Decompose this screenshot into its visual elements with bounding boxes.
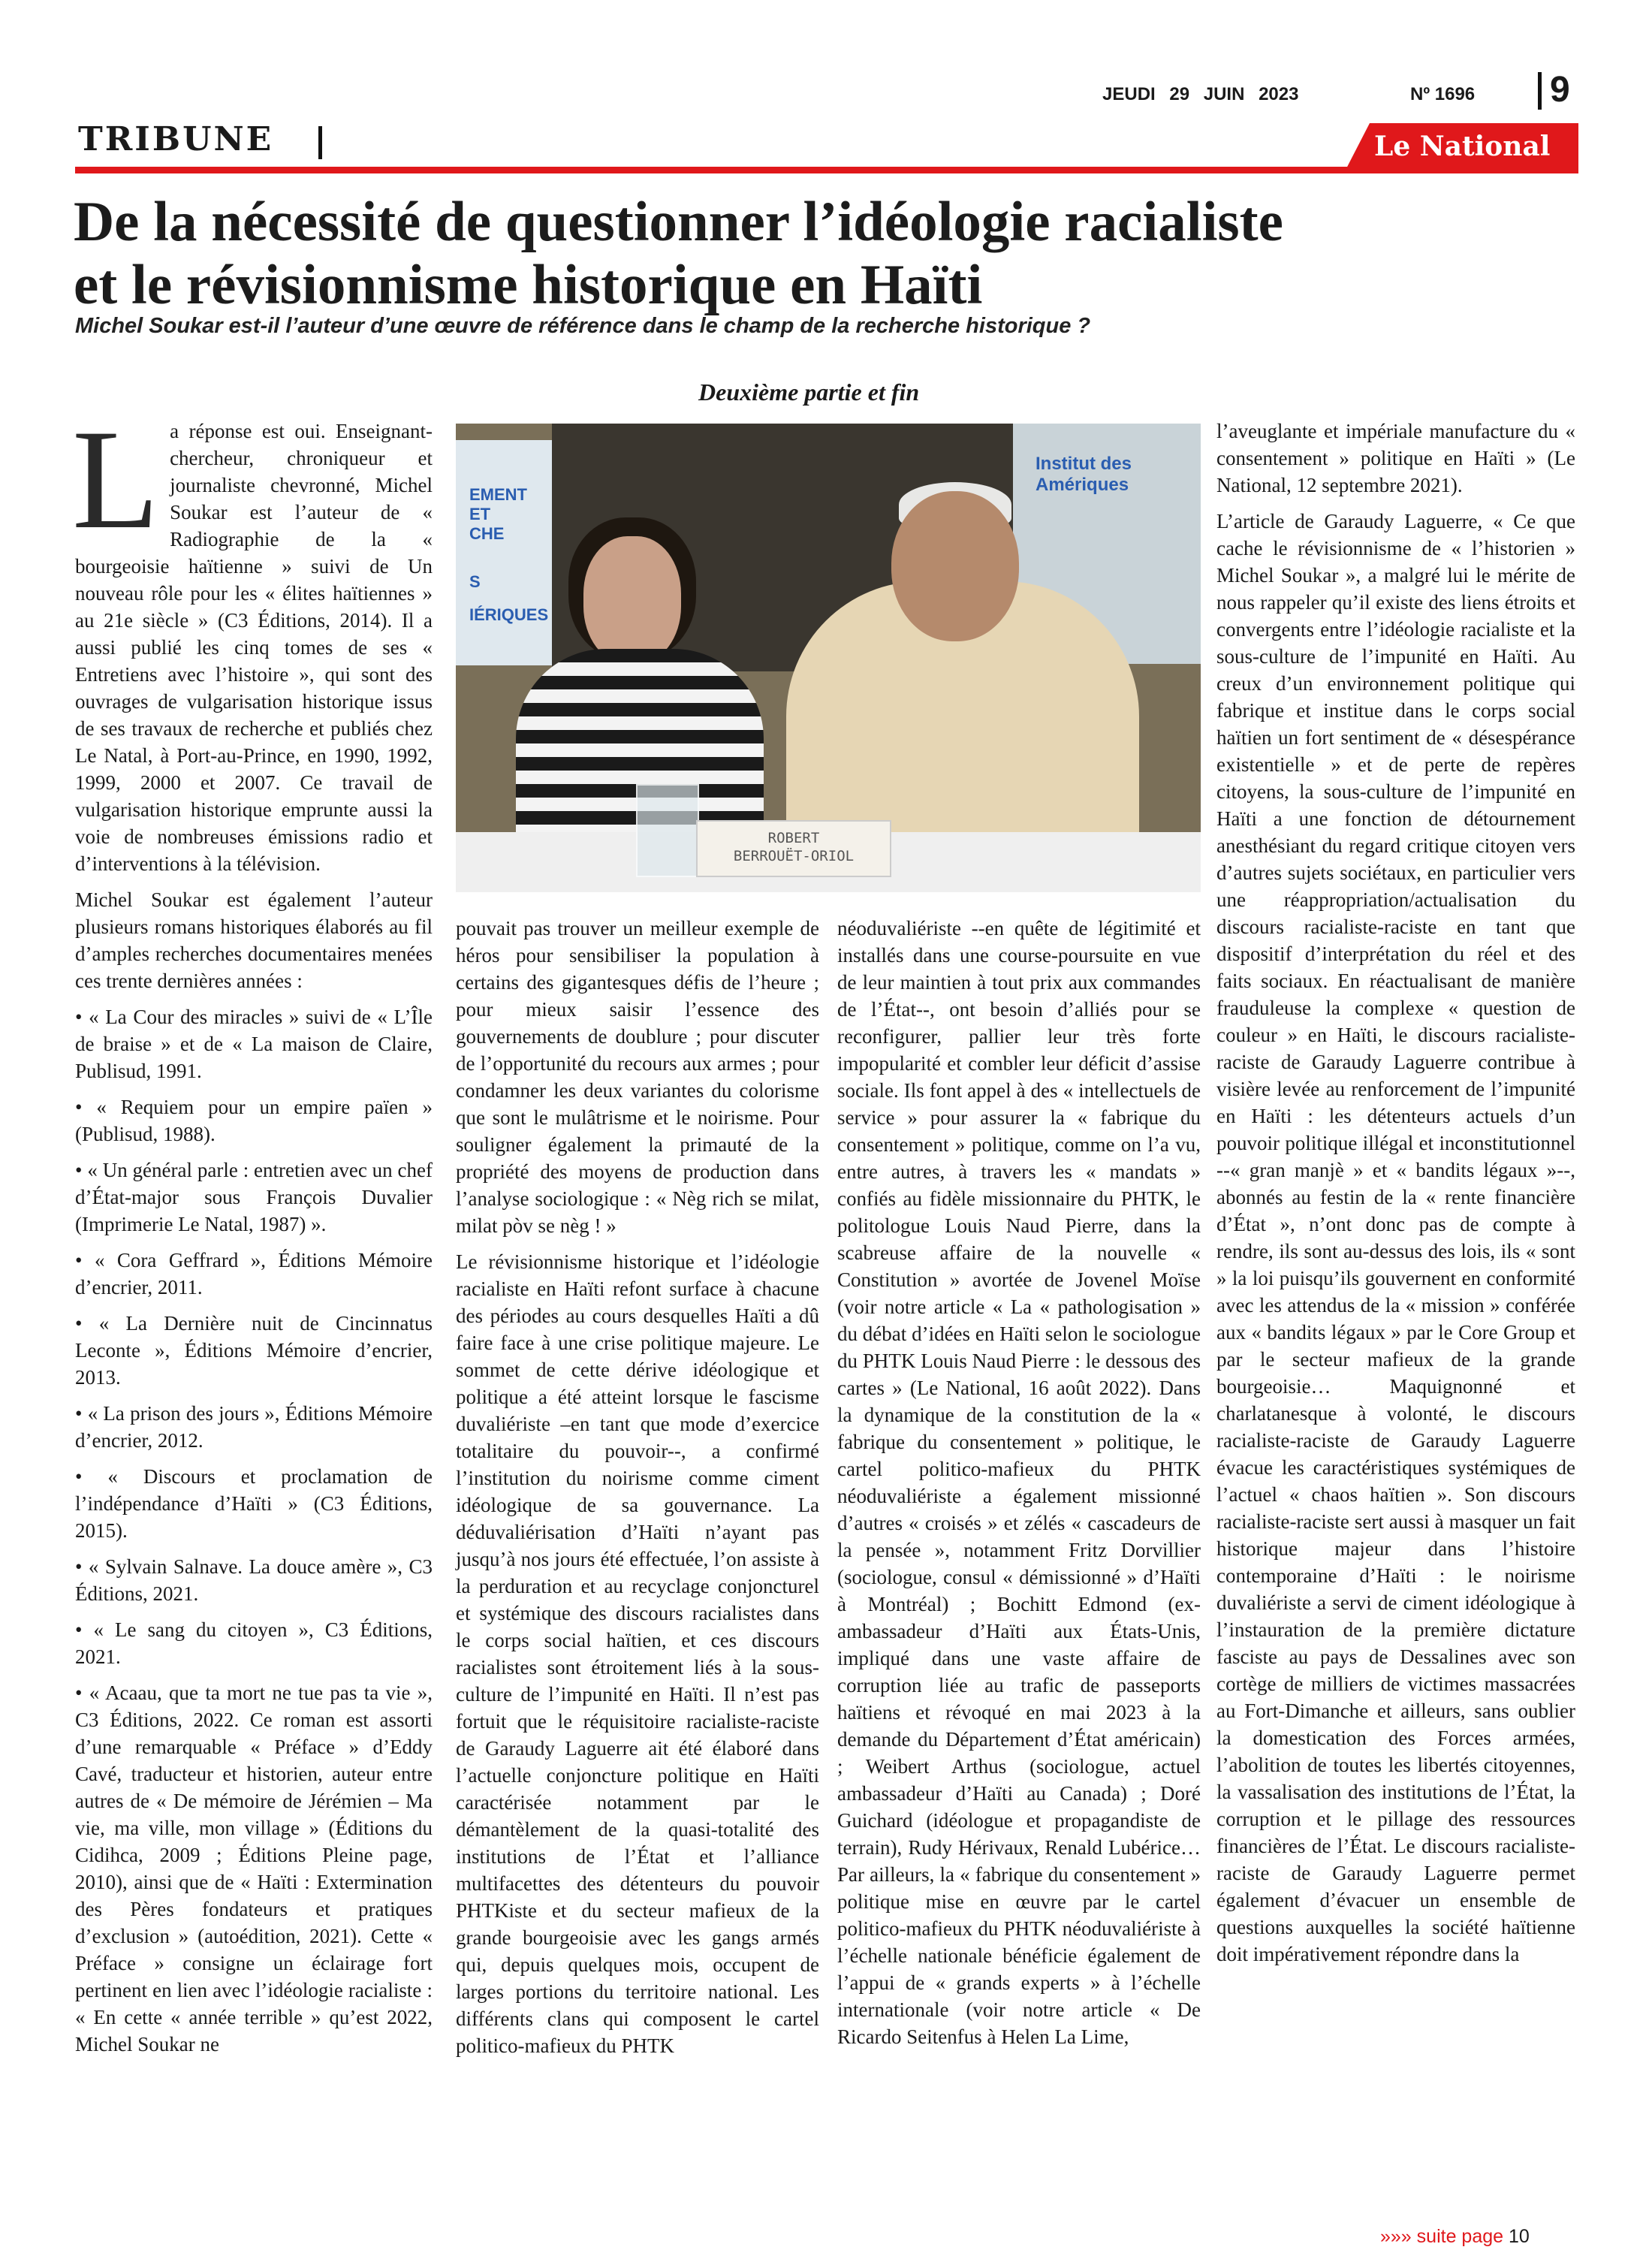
headline-line-2: et le révisionnisme historique en Haïti [74,254,983,316]
list-item: • « Sylvain Salnave. La douce amère », C3 Éditions, 2021. [75,1553,433,1607]
list-item: • « Cora Geffrard », Éditions Mémoire d’encrier, 2011. [75,1247,433,1301]
photo-woman-face [583,536,681,664]
article-column-3 [837,915,1201,2059]
article-part-label: Deuxième partie et fin [698,379,920,406]
article-subheadline: Michel Soukar est-il l’auteur d’une œuvre de référence dans le champ de la recherche historique ? [75,314,1091,338]
section-divider [318,126,322,159]
nameplate-first-name: ROBERT [767,830,820,846]
issue-number: Nº 1696 [1410,84,1476,104]
continued-on-page[interactable] [1380,2226,1530,2248]
paragraph: La réponse est oui. Enseignant-chercheur, chroniqueur et journaliste chevronné, Michel Soukar est l’auteur de « Radiographie de la « bourgeoisie haïtienne » suivi de Un nouveau rôle pour les « élites haïtiennes » au 21e siècle » (C3 Éditions, 2014). Il a aussi publié les cinq tomes de ses « Entretiens avec l’histoire », qui sont des ouvrages de vulgarisation historique issus de ses travaux de recherche et publiés chez Le Natal, à Port-au-Prince, en 1990, 1992, 1999, 2000 et 2007. Ce travail de vulgarisation historique emprunte aussi la voie de nombreuses émissions radio et d’interventions à la télévision. [72,401,433,875]
list-item: • « La Cour des miracles » suivi de « L’Île de braise » et de « La maison de Claire, Publisud, 1991. [75,1003,433,1084]
paragraph: L’article de Garaudy Laguerre, « Ce que cache le révisionnisme de « l’historien » Michel Soukar », a malgré lui le mérite de nous rappeler qu’il existe des liens étroits et convergents entre l’idéologie racialiste et la sous-culture de l’impunité en Haïti. Au creux d’un environnement politique qui fabrique et institue dans le corps social haïtien un fort sentiment de « désespérance existentielle » et de perte de repères citoyens, la sous-culture de l’impunité en Haïti a une fonction de détournement anesthésiant du regard critique citoyen vers d’autres sujets sociétaux, en particulier vers une réappropriation/actualisation du discours racialiste-raciste en tant que dispositif d’interprétation du réel et des faits sociaux. En réactualisant de manière frauduleuse la complexe « question de couleur » en Haïti, le discours racialiste-raciste de Garaudy Laguerre contribue à visière levée au renforcement de l’impunité en Haïti : les détenteurs actuels d’un pouvoir politique illégal et inconstitutionnel --« gran manjè » et « bandits légaux »--, abonnés au festin de la « rente financière d’État », n’ont donc pas de compte à rendre, ils sont au-dessus des lois, ils « sont » la loi puisqu’ils gouvernent en conformité avec les attendus de la « mission » conférée aux « bandits légaux » par le Core Group et par le secteur mafieux de la grande bourgeoisie… Maquignonné et charlatanesque à volonté, le discours racialiste-raciste de Garaudy Laguerre évacue les caractéristiques systémiques de l’actuel « chaos haïtien ». Son discours racialiste-raciste sert aussi à masquer un fait historique majeur dans l’histoire contemporaine d’Haïti : le noirisme duvaliériste a servi de ciment idéologique à l’instauration de la première dictature fasciste au pays de Dessalines avec son cortège de milliers de victimes massacrées au Fort-Dimanche et ailleurs, sans oublier la domestication des Forces armées, l’abolition de toutes les libertés citoyennes, la vassalisation des institutions de l’État, la corruption et le pillage des ressources financières de l’État. Le discours racialiste-raciste de Garaudy Laguerre permet également d’évacuer un ensemble de questions auxquelles la société haïtienne doit impérativement répondre dans la [1216,510,1575,1965]
photo-man-head [891,491,1019,641]
continued-label: suite page [1416,2226,1504,2247]
list-item: • « Acaau, que ta mort ne tue pas ta vie », C3 Éditions, 2022. Ce roman est assorti d’une remarquable « Préface » d’Eddy Cavé, traducteur et historien, auteur entre autres de « De mémoire de Jérémien – Ma vie, ma ville, mon village » (Éditions du Cidihca, 2009 ; Éditions Pleine page, 2010), ainsi que de « Haïti : Extermination des Pères fondateurs et pratiques d’exclusion » (autoédition, 2021). Cette « Préface » consigne un éclairage fort pertinent en lien avec l’idéologie racialiste : « En cette « année terrible » qu’est 2022, Michel Soukar ne [75,1679,433,2058]
issue-date: JEUDI 29 JUIN 2023 [1102,84,1299,104]
list-item: • « La Dernière nuit de Cincinnatus Leconte », Éditions Mémoire d’encrier, 2013. [75,1310,433,1391]
paragraph: Michel Soukar est également l’auteur plusieurs romans historiques élaborés au fil d’amples recherches documentaires menées ces trente dernières années : [75,888,433,992]
article-column-2 [456,915,819,2068]
article-photo [456,424,1201,892]
paragraph: l’aveuglante et impériale manufacture du « consentement » politique en Haïti » (Le National, 12 septembre 2021). [1216,420,1575,496]
list-item: • « Le sang du citoyen », C3 Éditions, 2021. [75,1616,433,1670]
photo-banner-left: EMENT ET CHE S IÉRIQUES [456,440,552,665]
headline-line-1: De la nécessité de questionner l’idéologie racialiste [74,191,1283,253]
continued-arrows: »»» [1380,2226,1412,2247]
page-number: 9 [1550,70,1570,110]
page-number-divider [1538,72,1542,110]
paragraph: Le révisionnisme historique et l’idéologie racialiste en Haïti refont surface à chacune des périodes au cours desquelles Haïti a dû faire face à une crise politique majeure. Le sommet de cette dérive idéologique et politique a été atteint lorsque le fascisme duvaliériste –en tant que mode d’exercice totalitaire du pouvoir--, a confirmé l’institution du noirisme comme ciment idéologique de sa gouvernance. La déduvaliérisation d’Haïti n’ayant pas jusqu’à nos jours été effectuée, l’on assiste à la perduration et au recyclage conjoncturel et systémique des discours racialistes dans le corps social haïtien, et ces discours racialistes sont étroitement liés à la sous-culture de l’impunité en Haïti. Il n’est pas fortuit que le réquisitoire racialiste-raciste de Garaudy Laguerre ait été élaboré dans l’actuelle conjoncture politique en Haïti caractérisée notamment par le démantèlement de la quasi-totalité des institutions de l’État et l’alliance multifacettes des détenteurs du pouvoir PHTKiste et du secteur mafieux de la grande bourgeoisie avec les gangs armés qui, depuis quelques mois, occupent de larges portions du territoire national. Les différents clans qui composent le cartel politico-mafieux du PHTK [456,1250,819,2057]
photo-banner-right: Institut des Amériques [1013,424,1201,664]
article-column-1 [72,401,433,2067]
paragraph: néoduvaliériste --en quête de légitimité et installés dans une course-poursuite en vue de leur maintien à tout prix aux commandes de l’État--, ont besoin d’alliés pour se reconfigurer, pallier leur très forte impopularité et combler leur déficit d’assise sociale. Ils font appel à des « intellectuels de service » pour assurer la « fabrique du consentement » politique, comme on l’a vu, entre autres, à travers les « mandats » confiés au fidèle missionnaire du PHTK, le politologue Louis Naud Pierre, dans la scabreuse affaire de la nouvelle « Constitution » avortée de Jovenel Moïse (voir notre article « La « pathologisation » du débat d’idées en Haïti selon le sociologue du PHTK Louis Naud Pierre : le dessous des cartes » (Le National, 16 août 2022). Dans la dynamique de la constitution de la « fabrique du consentement » politique, le cartel politico-mafieux du PHTK néoduvaliériste a également missionné d’autres « croisés » et zélés « cascadeurs de la pensée », notamment Fritz Dorvillier (sociologue, consul « démissionné » d’Haïti à Montréal) ; Bochitt Edmond (ex-ambassadeur d’Haïti aux États-Unis, impliqué dans une vaste affaire de corruption liée au trafic de passeports haïtiens et révoqué en mai 2023 à la demande du Département d’État américain) ; Weibert Arthus (sociologue, actuel ambassadeur d’Haïti au Canada) ; Doré Guichard (idéologue et propagandiste de terrain), Rudy Hérivaux, Renald Lubérice… Par ailleurs, la « fabrique du consentement » politique mise en œuvre par le cartel politico-mafieux du PHTK néoduvaliériste à l’échelle nationale bénéficie également de l’appui de « grands experts » à l’échelle internationale (voir notre article « De Ricardo Seitenfus à Helen La Lime, [837,917,1201,2048]
list-item: • « Discours et proclamation de l’indépendance d’Haïti » (C3 Éditions, 2015). [75,1463,433,1544]
section-title: TRIBUNE [78,120,274,158]
photo-nameplate [696,820,891,877]
list-item: • « Un général parle : entretien avec un chef d’État-major sous François Duvalier (Imprimerie Le Natal, 1987) ». [75,1157,433,1238]
list-item: • « La prison des jours », Éditions Mémoire d’encrier, 2012. [75,1400,433,1454]
drop-cap: L [72,401,160,559]
article-column-4 [1216,418,1575,1977]
photo-glass [636,784,699,877]
newspaper-logo: Le National [1374,131,1551,162]
nameplate-last-name: BERROUËT-ORIOL [733,848,855,864]
list-item: • « Requiem pour un empire païen » (Publisud, 1988). [75,1093,433,1148]
paragraph: pouvait pas trouver un meilleur exemple de héros pour sensibiliser la population à certains des gigantesques défis de l’heure ; pour mieux saisir l’essence des gouvernements de doublure ; pour discuter de l’opportunité du recours aux armes ; pour condamner les deux variantes du colorisme que sont le mulâtrisme et le noirisme. Pour souligner également la primauté de la propriété des moyens de production dans l’analyse sociologique : « Nèg rich se milat, milat pòv se nèg ! » [456,917,819,1237]
article-headline [74,191,1575,317]
continued-page-number: 10 [1509,2226,1530,2247]
